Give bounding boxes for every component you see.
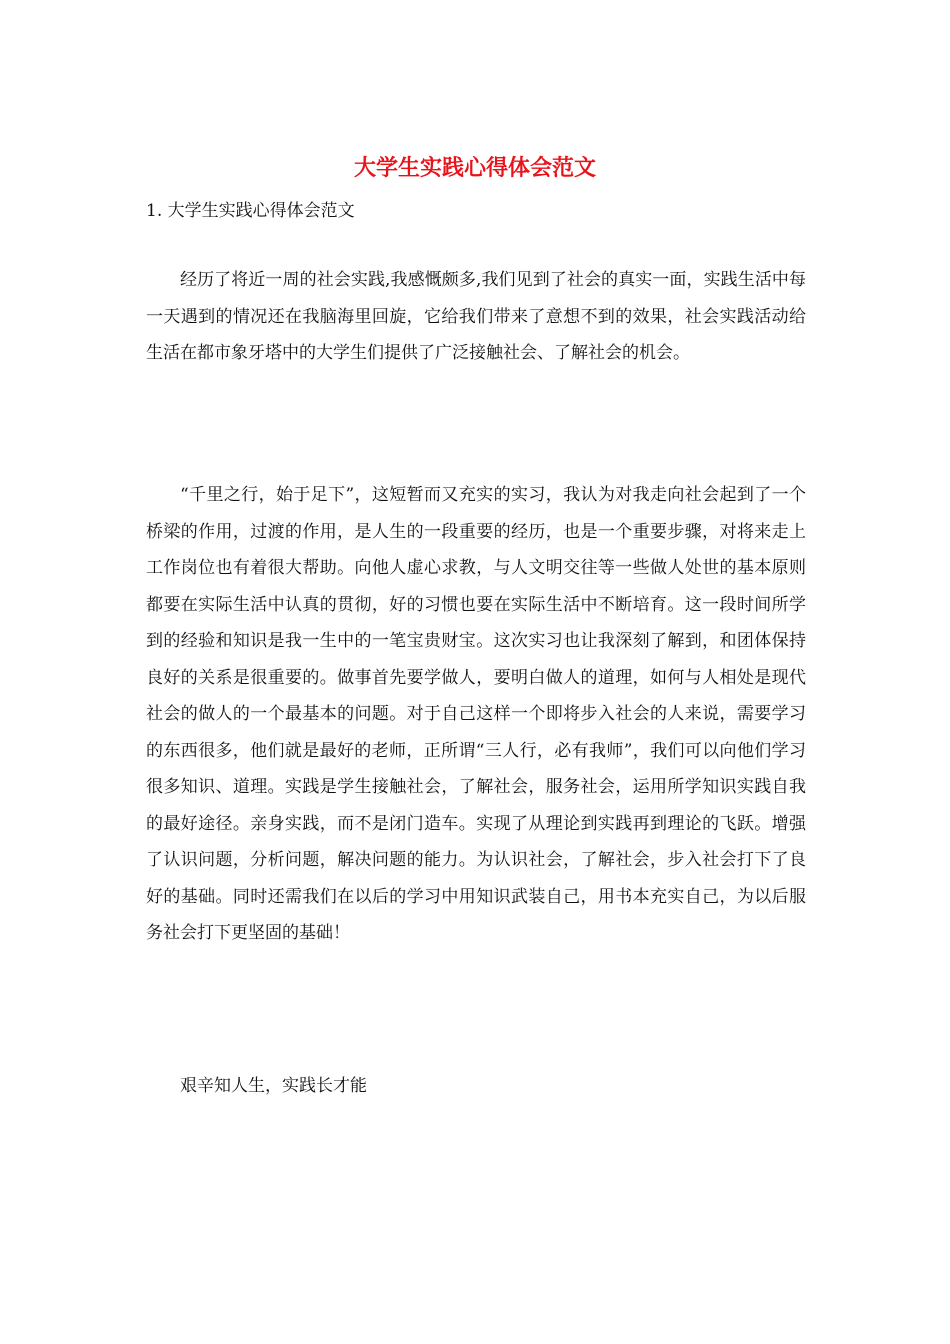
document-title: 大学生实践心得体会范文 [353,155,596,181]
section-heading: 1. 大学生实践心得体会范文 [146,201,355,221]
paragraph-2: “千里之行，始于足下”，这短暂而又充实的实习，我认为对我走向社会起到了一个桥梁的作用，过渡的作用，是人生的一段重要的经历，也是一个重要步骤，对将来走上工作岗位也有着很大帮助。向他人虚心求教，与人文明交往等一些做人处世的基本原则都要在实际生活中认真的贯彻，好的习惯也要在实际生活中不断培育。这一段时间所学到的经验和知识是我一生中的一笔宝贵财宝。这次实习也让我深刻了解到，和团体保持良好的关系是很重要的。做事首先要学做人，要明白做人的道理，如何与人相处是现代社会的做人的一个最基本的问题。对于自己这样一个即将步入社会的人来说，需要学习的东西很多，他们就是最好的老师，正所谓“三人行，必有我师”，我们可以向他们学习很多知识、道理。实践是学生接触社会，了解社会，服务社会，运用所学知识实践自我的最好途径。亲身实践，而不是闭门造车。实现了从理论到实践再到理论的飞跃。增强了认识问题，分析问题，解决问题的能力。为认识社会，了解社会，步入社会打下了良好的基础。同时还需我们在以后的学习中用知识武装自己，用书本充实自己，为以后服务社会打下更坚固的基础！ [146,485,806,943]
paragraph-1: 经历了将近一周的社会实践,我感慨颇多,我们见到了社会的真实一面，实践生活中每一天遇到的情况还在我脑海里回旋，它给我们带来了意想不到的效果，社会实践活动给生活在都市象牙塔中的大学生们提供了广泛接触社会、了解社会的机会。 [146,270,806,363]
paragraph-3: 艰辛知人生，实践长才能 [180,1076,367,1096]
